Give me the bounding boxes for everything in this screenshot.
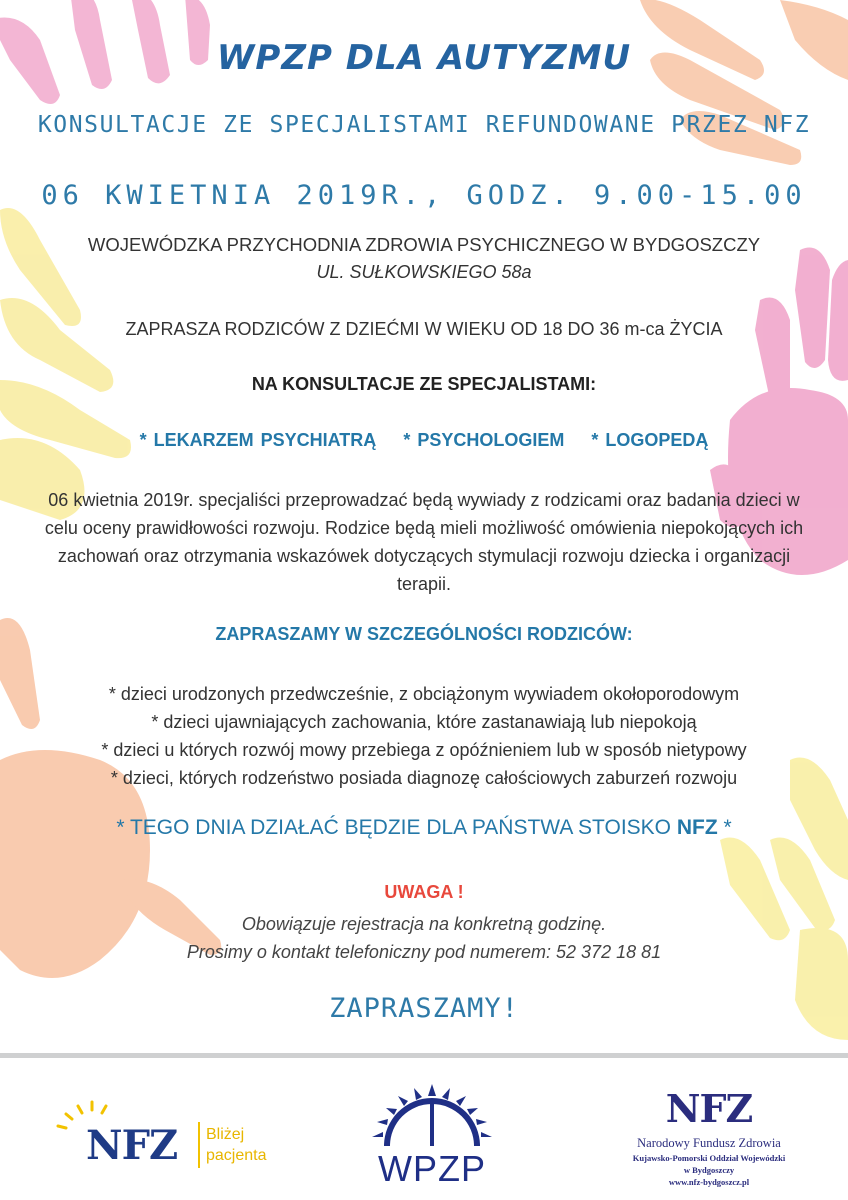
list-item: * dzieci urodzonych przedwcześnie, z obciążonym wywiadem okołoporodowym bbox=[108, 684, 740, 704]
specialists-list bbox=[0, 430, 848, 451]
consultation-heading: NA KONSULTACJE ZE SPECJALISTAMI: bbox=[251, 374, 597, 394]
list-item: * dzieci ujawniających zachowania, które zastanawiają lub niepokoją bbox=[151, 712, 697, 732]
peach-hand-top-right-decoration bbox=[640, 0, 848, 165]
nfz-letters: NFZ bbox=[86, 1122, 178, 1169]
nfz-city: w Bydgoszczy bbox=[683, 1165, 735, 1175]
target-group-list bbox=[0, 680, 848, 792]
specialist-psychiatrist: * LEKARZEM PSYCHIATRĄ bbox=[139, 430, 377, 450]
nfz-website: www.nfz-bydgoszcz.pl bbox=[668, 1177, 750, 1187]
organizer-address: UL. SUŁKOWSKIEGO 58a bbox=[316, 262, 532, 282]
registration-line: Obowiązuje rejestracja na konkretną godzinę. bbox=[241, 914, 607, 934]
nfz-blizej-pacjenta-logo bbox=[52, 1098, 292, 1178]
stand-text: * TEGO DNIA DZIAŁAĆ BĘDZIE DLA PAŃSTWA STOISKO bbox=[116, 816, 677, 839]
nfz-full-name: Narodowy Fundusz Zdrowia bbox=[637, 1136, 781, 1150]
footer-divider bbox=[0, 1053, 848, 1058]
description-paragraph: 06 kwietnia 2019r. specjaliści przeprowadzać będą wywiady z rodzicami oraz badania dzieci w celu oceny prawidłowości rozwoju. Rodzice będą mieli możliwość omówienia niepokojących ich zachowań oraz otrzymania wskazówek dotyczących stymulacji rozwoju dziecka i organizacji terapii. bbox=[44, 490, 804, 594]
warning-label: UWAGA ! bbox=[384, 882, 464, 902]
specialist-speech-therapist: * LOGOPEDĄ bbox=[591, 430, 709, 450]
closing-invitation: ZAPRASZAMY! bbox=[329, 993, 519, 1024]
wpzp-text: WPZP bbox=[378, 1148, 486, 1189]
wpzp-logo bbox=[366, 1080, 498, 1190]
registration-notice bbox=[0, 910, 848, 966]
nfz-regional-logo bbox=[624, 1086, 794, 1196]
logo-separator bbox=[198, 1122, 200, 1168]
sunburst-icon bbox=[366, 1080, 498, 1152]
specialist-psychologist: * PSYCHOLOGIEM bbox=[403, 430, 565, 450]
nfz-slogan bbox=[206, 1124, 267, 1166]
target-group-heading: ZAPRASZAMY W SZCZEGÓLNOŚCI RODZICÓW: bbox=[215, 624, 633, 644]
nfz-regional-letters: NFZ bbox=[665, 1086, 753, 1131]
nfz-branch: Kujawsko-Pomorski Oddział Wojewódzki bbox=[632, 1153, 786, 1163]
stand-brand: NFZ bbox=[676, 816, 718, 839]
stand-suffix: * bbox=[717, 816, 732, 839]
organizer-name: WOJEWÓDZKA PRZYCHODNIA ZDROWIA PSYCHICZNEGO W BYDGOSZCZY bbox=[87, 234, 761, 255]
slogan-line: pacjenta bbox=[206, 1147, 267, 1164]
nfz-stand-notice bbox=[0, 816, 848, 840]
slogan-line: Bliżej bbox=[206, 1126, 245, 1143]
list-item: * dzieci, których rodzeństwo posiada diagnozę całościowych zaburzeń rozwoju bbox=[110, 768, 738, 788]
event-date: 06 KWIETNIA 2019R., GODZ. 9.00-15.00 bbox=[41, 180, 807, 211]
phone-contact-line: Prosimy o kontakt telefoniczny pod numerem: 52 372 18 81 bbox=[186, 942, 662, 962]
list-item: * dzieci u których rozwój mowy przebiega z opóźnieniem lub w sposób nietypowy bbox=[101, 740, 747, 760]
invitation-text: ZAPRASZA RODZICÓW Z DZIEĆMI W WIEKU OD 18 DO 36 m-ca ŻYCIA bbox=[125, 319, 723, 339]
poster-subtitle: KONSULTACJE ZE SPECJALISTAMI REFUNDOWANE PRZEZ NFZ bbox=[37, 112, 811, 138]
poster-title: WPZP DLA AUTYZMU bbox=[216, 38, 632, 78]
